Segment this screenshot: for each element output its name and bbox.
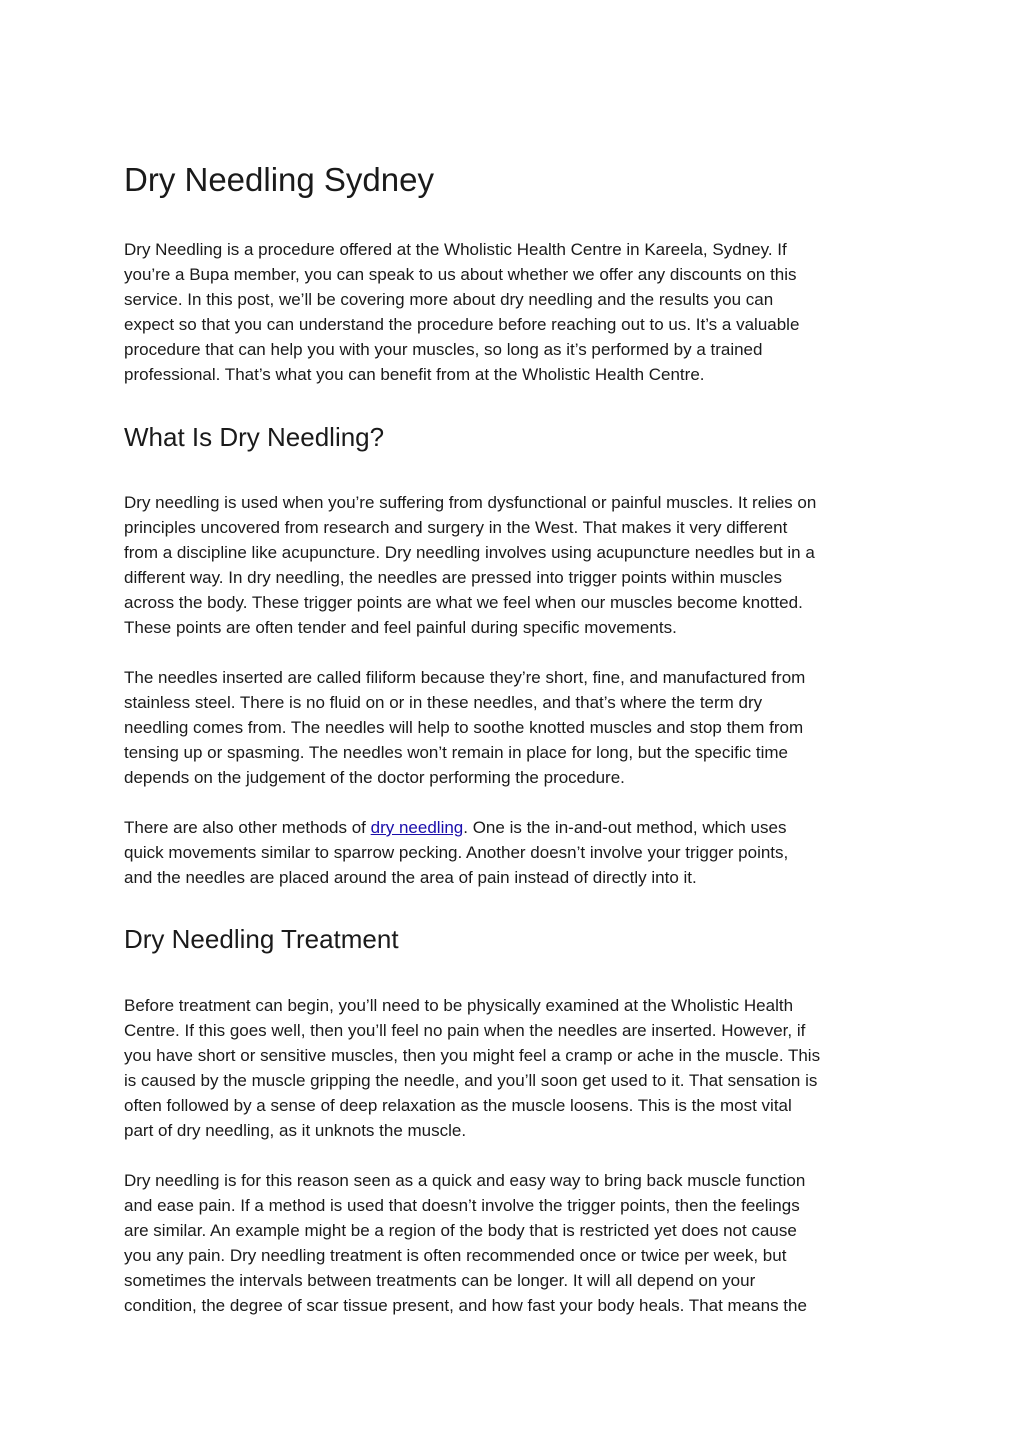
- text-line: often followed by a sense of deep relaxation as the muscle loosens. This is the most vital: [124, 1096, 792, 1115]
- text-line: depends on the judgement of the doctor performing the procedure.: [124, 768, 625, 787]
- text-line: principles uncovered from research and surgery in the West. That makes it very different: [124, 518, 788, 537]
- text-line: you’re a Bupa member, you can speak to us about whether we offer any discounts on this: [124, 265, 797, 284]
- text-line: stainless steel. There is no fluid on or in these needles, and that’s where the term dry: [124, 693, 763, 712]
- what-is-paragraph-1: [124, 490, 904, 640]
- text-line: you have short or sensitive muscles, then you might feel a cramp or ache in the muscle. This: [124, 1046, 821, 1065]
- text-line: part of dry needling, as it unknots the muscle.: [124, 1121, 467, 1140]
- text-line: Dry needling is for this reason seen as a quick and easy way to bring back muscle function: [124, 1171, 806, 1190]
- text-line: professional. That’s what you can benefit from at the Wholistic Health Centre.: [124, 365, 705, 384]
- text-line: These points are often tender and feel painful during specific movements.: [124, 618, 677, 637]
- text-line: from a discipline like acupuncture. Dry needling involves using acupuncture needles but in a: [124, 543, 815, 562]
- text-segment: There are also other methods of: [124, 818, 371, 837]
- treatment-paragraph-2: [124, 1168, 904, 1318]
- text-line: [124, 815, 904, 840]
- dry-needling-link[interactable]: dry needling: [370, 818, 464, 837]
- what-is-paragraph-3: [124, 815, 904, 890]
- what-is-paragraph-2: [124, 665, 904, 790]
- page-title: Dry Needling Sydney: [124, 161, 434, 198]
- text-line: you any pain. Dry needling treatment is often recommended once or twice per week, but: [124, 1246, 787, 1265]
- text-line: sometimes the intervals between treatments can be longer. It will all depend on your: [124, 1271, 756, 1290]
- text-line: and ease pain. If a method is used that doesn’t involve the trigger points, then the feelings: [124, 1196, 800, 1215]
- text-line: service. In this post, we’ll be covering more about dry needling and the results you can: [124, 290, 774, 309]
- text-line: quick movements similar to sparrow pecking. Another doesn’t involve your trigger points,: [124, 843, 789, 862]
- text-line: Before treatment can begin, you’ll need to be physically examined at the Wholistic Health: [124, 996, 794, 1015]
- text-line: is caused by the muscle gripping the needle, and you’ll soon get used to it. That sensation is: [124, 1071, 818, 1090]
- text-segment: . One is the in-and-out method, which uses: [463, 818, 787, 837]
- text-line: needling comes from. The needles will help to soothe knotted muscles and stop them from: [124, 718, 804, 737]
- text-line: Centre. If this goes well, then you’ll feel no pain when the needles are inserted. However, if: [124, 1021, 806, 1040]
- section-heading-treatment: Dry Needling Treatment: [124, 924, 399, 954]
- text-line: Dry needling is used when you’re suffering from dysfunctional or painful muscles. It relies on: [124, 493, 817, 512]
- text-line: condition, the degree of scar tissue present, and how fast your body heals. That means the: [124, 1296, 807, 1315]
- intro-paragraph: [124, 237, 904, 387]
- text-line: tensing up or spasming. The needles won’t remain in place for long, but the specific time: [124, 743, 788, 762]
- text-line: and the needles are placed around the area of pain instead of directly into it.: [124, 868, 697, 887]
- text-line: procedure that can help you with your muscles, so long as it’s performed by a trained: [124, 340, 763, 359]
- text-line: are similar. An example might be a region of the body that is restricted yet does not cause: [124, 1221, 797, 1240]
- text-line: expect so that you can understand the procedure before reaching out to us. It’s a valuable: [124, 315, 800, 334]
- treatment-paragraph-1: [124, 993, 904, 1143]
- text-line: The needles inserted are called filiform because they’re short, fine, and manufactured from: [124, 668, 806, 687]
- text-line: different way. In dry needling, the needles are pressed into trigger points within muscles: [124, 568, 783, 587]
- section-heading-what-is: What Is Dry Needling?: [124, 422, 385, 452]
- text-line: Dry Needling is a procedure offered at the Wholistic Health Centre in Kareela, Sydney. If: [124, 240, 787, 259]
- text-line: across the body. These trigger points are what we feel when our muscles become knotted.: [124, 593, 803, 612]
